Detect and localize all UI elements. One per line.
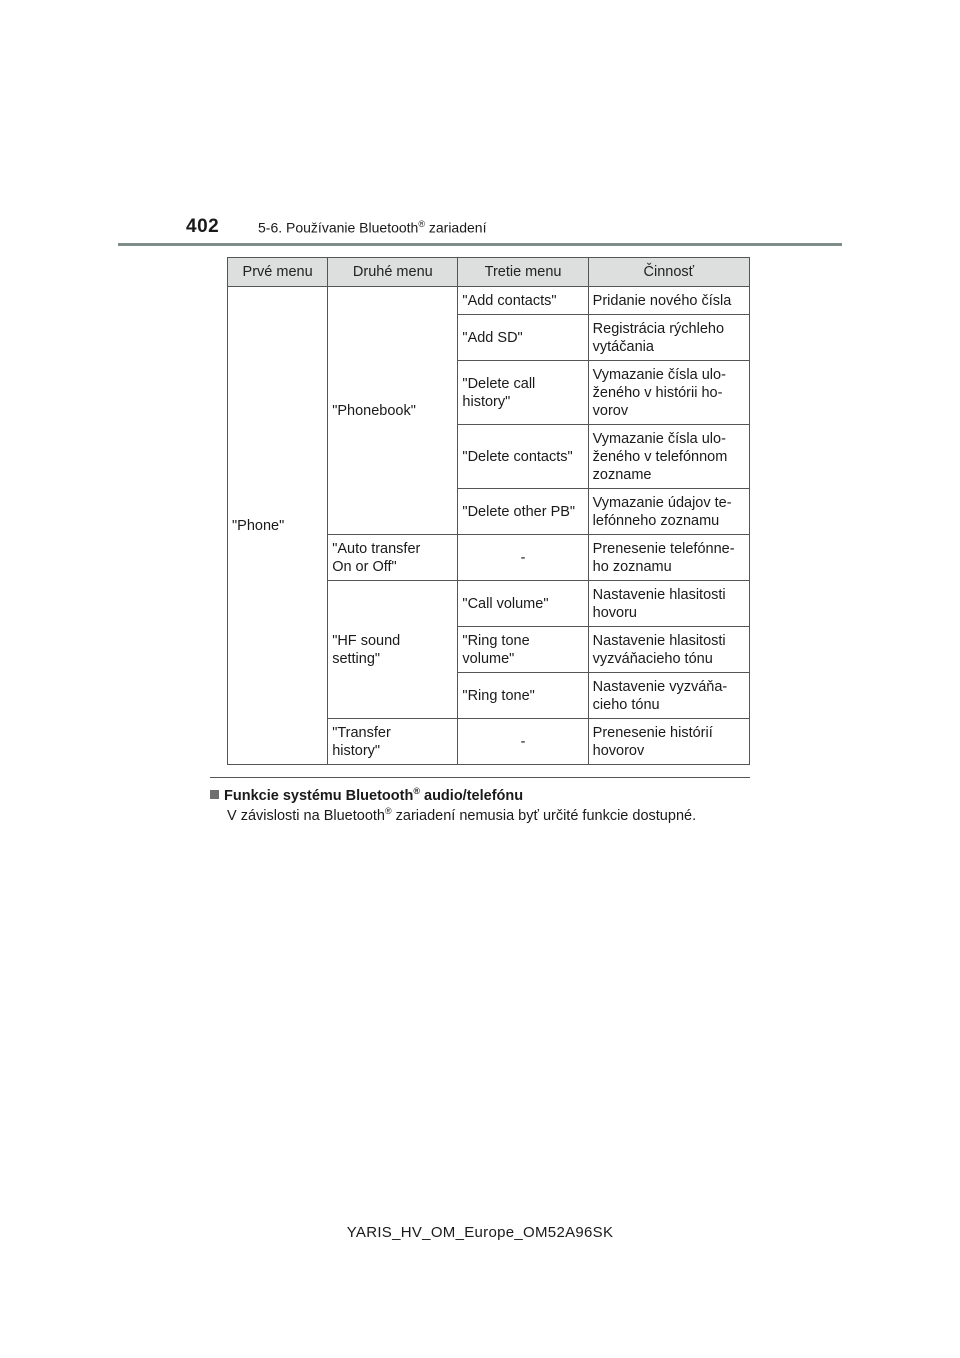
- third-menu-cell: -: [458, 719, 588, 765]
- first-menu-cell: "Phone": [228, 287, 328, 765]
- column-header-third-menu: Tretie menu: [458, 258, 588, 287]
- third-menu-cell: "Delete other PB": [458, 489, 588, 535]
- third-menu-cell: "Ring tone": [458, 673, 588, 719]
- column-header-action: Činnosť: [588, 258, 749, 287]
- page-number: 402: [186, 216, 220, 237]
- third-menu-cell: "Call volume": [458, 581, 588, 627]
- footer-doc-id: YARIS_HV_OM_Europe_OM52A96SK: [346, 1224, 614, 1241]
- action-cell: Nastavenie hlasitosti hovoru: [588, 581, 749, 627]
- table-header-row: [228, 258, 750, 287]
- third-menu-cell: "Add SD": [458, 315, 588, 361]
- second-menu-cell: "Auto transfer On or Off": [328, 535, 458, 581]
- third-menu-cell: -: [458, 535, 588, 581]
- table-row: [228, 287, 750, 315]
- action-cell: Prenesenie histórií hovorov: [588, 719, 749, 765]
- action-cell: Vymazanie čísla ulo- ženého v telefónnom zozname: [588, 425, 749, 489]
- second-menu-cell: "HF sound setting": [328, 581, 458, 719]
- action-cell: Nastavenie hlasitosti vyzváňacieho tónu: [588, 627, 749, 673]
- header-rule: [118, 243, 842, 246]
- third-menu-cell: "Delete call history": [458, 361, 588, 425]
- table-rule: [210, 777, 750, 778]
- action-cell: Prenesenie telefónne- ho zoznamu: [588, 535, 749, 581]
- section-title: 5-6. Používanie Bluetooth® zariadení: [258, 219, 487, 236]
- second-menu-cell: "Phonebook": [328, 287, 458, 535]
- action-cell: Pridanie nového čísla: [588, 287, 749, 315]
- third-menu-cell: "Add contacts": [458, 287, 588, 315]
- action-cell: Vymazanie údajov te- lefónneho zoznamu: [588, 489, 749, 535]
- action-cell: Vymazanie čísla ulo- ženého v histórii ho- vorov: [588, 361, 749, 425]
- third-menu-cell: "Ring tone volume": [458, 627, 588, 673]
- note-text: V závislosti na Bluetooth® zariadení nemusia byť určité funkcie dostupné.: [227, 806, 697, 824]
- column-header-first-menu: Prvé menu: [228, 258, 328, 287]
- column-header-second-menu: Druhé menu: [328, 258, 458, 287]
- menu-table: [227, 257, 750, 765]
- action-cell: Registrácia rýchleho vytáčania: [588, 315, 749, 361]
- third-menu-cell: "Delete contacts": [458, 425, 588, 489]
- note-heading: Funkcie systému Bluetooth® audio/telefónu: [210, 786, 523, 804]
- second-menu-cell: "Transfer history": [328, 719, 458, 765]
- action-cell: Nastavenie vyzváňa- cieho tónu: [588, 673, 749, 719]
- square-bullet-icon: [210, 790, 219, 799]
